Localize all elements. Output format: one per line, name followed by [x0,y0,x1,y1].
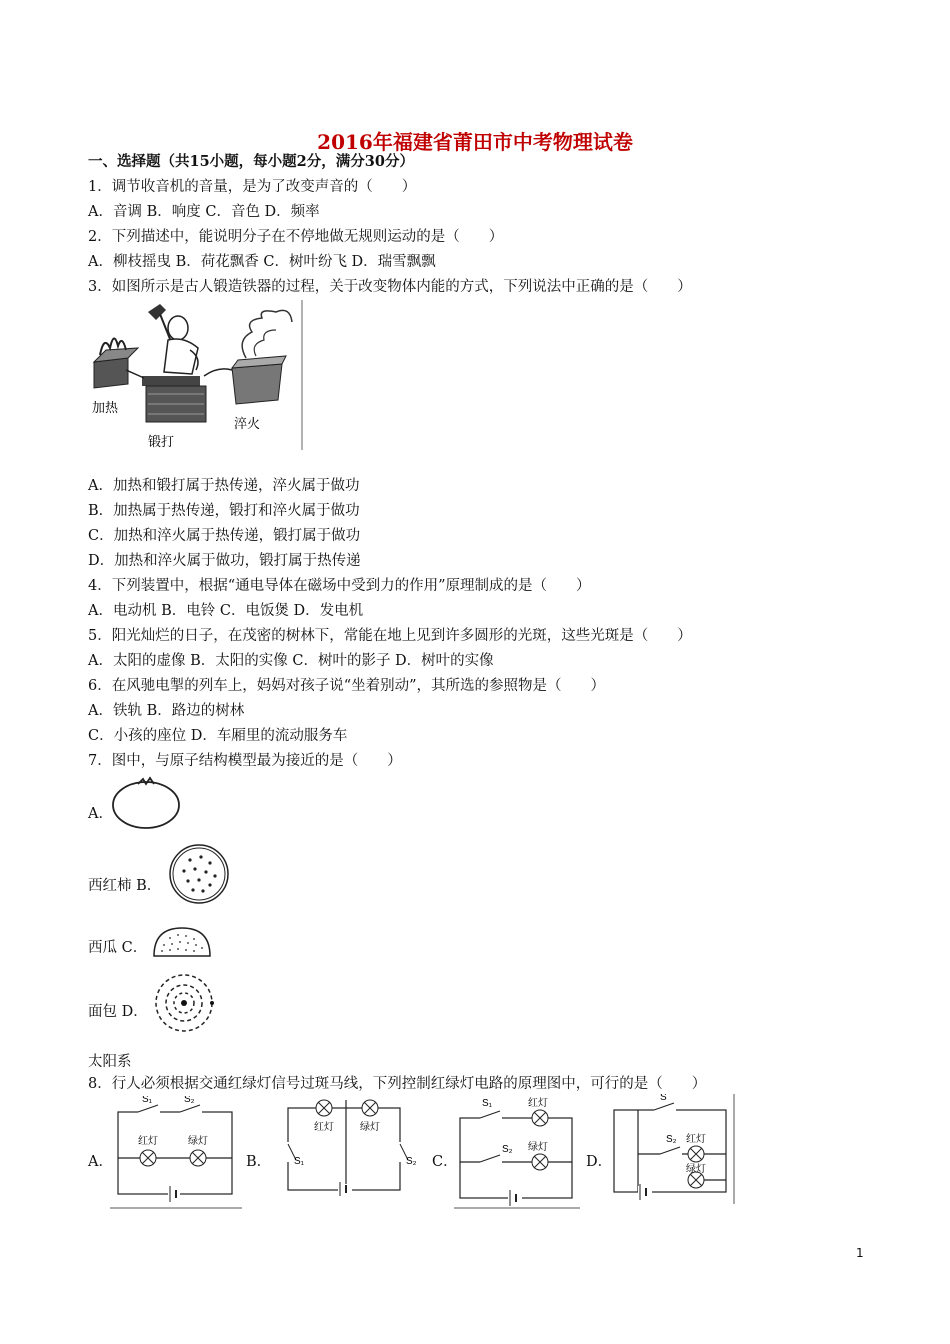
svg-text:红灯: 红灯 [314,1122,334,1133]
svg-text:S₂: S₂ [184,1096,195,1105]
q7-option-a-label: A． [88,806,113,822]
svg-text:S₁: S₁ [294,1156,305,1167]
svg-text:S₁: S₁ [482,1098,493,1109]
q7-option-c-label: 西瓜 C． [88,940,148,956]
q3-option-a: A．加热和锻打属于热传递，淬火属于做功 [88,478,360,494]
q1-options: A．音调 B．响度 C．音色 D．频率 [88,204,320,220]
svg-text:S₁: S₁ [142,1096,153,1105]
forging-illustration [86,300,306,452]
q8-option-c-label: C． [432,1154,458,1170]
svg-text:红灯: 红灯 [686,1134,706,1145]
svg-text:锻打: 锻打 [148,434,175,449]
svg-text:S₂: S₂ [502,1144,513,1155]
q4-options: A．电动机 B．电铃 C．电饭煲 D．发电机 [88,603,364,619]
section-heading: 一、选择题（共15小题，每小题2分，满分30分） [88,153,414,170]
q6-options-2: C．小孩的座位 D．车厢里的流动服务车 [88,728,348,744]
q5-options: A．太阳的虚像 B．太阳的实像 C．树叶的影子 D．树叶的实像 [88,653,494,669]
circuit-b [270,1096,418,1200]
q2-stem: 2．下列描述中，能说明分子在不停地做无规则运动的是（ ） [88,229,504,245]
circuit-c [454,1096,580,1214]
svg-text:红灯: 红灯 [528,1098,548,1109]
quenching-tub-icon [232,310,292,404]
q7-option-b-label: 西红柿 B． [88,878,162,894]
q7-tail: 太阳系 [88,1054,132,1070]
page-title: 2016年福建省莆田市中考物理试卷 [317,130,633,154]
watermelon-figure [168,843,230,909]
page-number: 1 [856,1246,864,1260]
q6-stem: 6．在风驰电掣的列车上，妈妈对孩子说“坐着别动”，其所选的参照物是（ ） [88,678,606,694]
q5-stem: 5．阳光灿烂的日子，在茂密的树林下，常能在地上见到许多圆形的光斑，这些光斑是（ ） [88,628,692,644]
svg-text:红灯: 红灯 [138,1136,158,1147]
svg-text:S₂: S₂ [666,1134,677,1145]
q3-option-d: D．加热和淬火属于做功，锻打属于热传递 [88,553,361,569]
q4-stem: 4．下列装置中，根据“通电导体在磁场中受到力的作用”原理制成的是（ ） [88,578,591,594]
svg-text:淬火: 淬火 [234,416,261,431]
q8-option-b-label: B． [246,1154,272,1170]
q1-stem: 1．调节收音机的音量，是为了改变声音的（ ） [88,179,417,195]
q8-stem: 8．行人必须根据交通红绿灯信号过斑马线，下列控制红绿灯电路的原理图中，可行的是（ ） [88,1076,707,1092]
svg-text:S₂: S₂ [406,1156,417,1167]
anvil-icon [142,376,206,422]
svg-text:绿灯: 绿灯 [528,1142,548,1153]
q2-options: A．柳枝摇曳 B．荷花飘香 C．树叶纷飞 D．瑞雪飘飘 [88,254,436,270]
q7-stem: 7．图中，与原子结构模型最为接近的是（ ） [88,753,402,769]
q8-option-a-label: A． [88,1154,113,1170]
q6-options-1: A．铁轨 B．路边的树林 [88,703,245,719]
circuit-a [110,1096,242,1214]
svg-text:绿灯: 绿灯 [686,1164,706,1175]
blacksmith-icon [148,304,198,374]
q7-option-d-label: 面包 D． [88,1004,148,1020]
heating-furnace-icon [94,338,138,388]
q8-option-d-label: D． [586,1154,613,1170]
tomato-figure [110,774,182,834]
svg-text:加热: 加热 [92,400,119,415]
svg-text:绿灯: 绿灯 [188,1136,208,1147]
solar-system-figure [150,972,218,1038]
svg-text:S: S [660,1094,667,1103]
q3-option-b: B．加热属于热传递，锻打和淬火属于做功 [88,503,360,519]
bread-figure [150,924,214,964]
q3-stem: 3．如图所示是古人锻造铁器的过程，关于改变物体内能的方式，下列说法中正确的是（ ） [88,279,692,295]
q3-option-c: C．加热和淬火属于热传递，锻打属于做功 [88,528,361,544]
circuit-d [608,1094,736,1210]
svg-text:绿灯: 绿灯 [360,1122,380,1133]
